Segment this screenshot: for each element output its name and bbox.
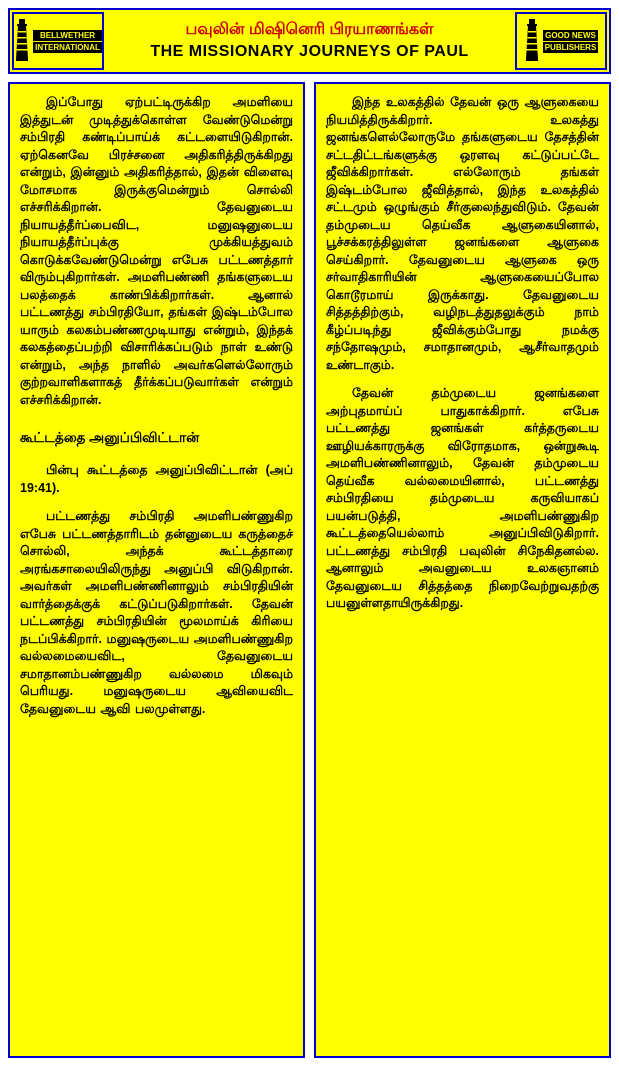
good-news-logo-text (543, 29, 599, 53)
left-column (8, 82, 305, 1058)
bellwether-logo-line1: BELLWETHER (33, 30, 102, 41)
paragraph: இப்போது ஏற்பட்டிருக்கிற அமளியை இத்துடன் முடித்துக்கொள்ள வேண்டுமென்று சம்பிரதி கண்டிப்பாய்க் கட்டளையிடுகிறான். ஏற்கெனவே பிரச்சனை அதிகரித்திருக்கிறது என்றும், இன்னும் அதிகரித்தால், இதன் விளைவு மோசமாக இருக்குமென்றும் சொல்லி எச்சரிக்கிறான். தேவனுடைய நியாயத்தீர்ப்பைவிட, மனுஷனுடைய நியாயத்தீர்ப்புக்கு முக்கியத்துவம் கொடுக்கவேண்டுமென்று எபேசு பட்டணத்தார் விரும்புகிறார்கள். அமளிபண்ணி தங்களுடைய பலத்தைக் காண்பிக்கிறார்கள். ஆனால் பட்டணத்து சம்பிரதியோ, தங்கள் இஷ்டம்போல யாரும் கலகம்பண்ணமுடியாது என்றும், இந்தக் கலகத்தைப்பற்றி விசாரிக்கப்படும் நாள் உண்டு என்றும், அந்த நாளில் அவர்களெல்லோரும் குற்றவாளிகளாகத் தீர்க்கப்படுவார்கள் என்றும் எச்சரிக்கிறான். (20, 95, 293, 407)
bellwether-logo-text (33, 29, 102, 53)
good-news-logo-line2: PUBLISHERS (544, 43, 597, 52)
bellwether-logo-line2: INTERNATIONAL (35, 43, 100, 52)
scripture-reference: பின்பு கூட்டத்தை அனுப்பிவிட்டான் (அப் 19:41). (20, 463, 293, 495)
good-news-publishers-logo (515, 12, 607, 70)
right-column (314, 82, 611, 1058)
paragraph: தேவன் தம்முடைய ஜனங்களை அற்புதமாய்ப் பாதுகாக்கிறார். எபேசு பட்டணத்து ஜனங்கள் கர்த்தருடைய ஊழியக்காரருக்கு விரோதமாக, ஒன்றுகூடி அமளிபண்ணினாலும், தேவன் தம்முடைய தெய்வீக வல்லமையினால், பட்டணத்து சம்பிரதியை தம்முடைய கருவியாகப் பயன்படுத்தி, அமளிபண்ணுகிற கூட்டத்தையெல்லாம் அனுப்பிவிடுகிறார். பட்டணத்து சம்பிரதி பவுலின் சிநேகிதனல்ல. ஆனாலும் அவனுடைய உலகஞானம் தேவனுடைய சித்தத்தை நிறைவேற்றுவதற்கு பயனுள்ளதாயிருக்கிறது. (326, 386, 599, 610)
document-header (8, 8, 611, 74)
page-title-english: THE MISSIONARY JOURNEYS OF PAUL (150, 43, 469, 60)
section-subheading: கூட்டத்தை அனுப்பிவிட்டான் (20, 430, 200, 445)
lighthouse-icon (14, 17, 30, 66)
good-news-logo-line1: GOOD NEWS (543, 30, 599, 41)
header-titles (106, 10, 513, 72)
page-title-tamil: பவுலின் மிஷினெரி பிரயாணங்கள் (185, 21, 434, 38)
paragraph: பட்டணத்து சம்பிரதி அமளிபண்ணுகிற எபேசு பட்டணத்தாரிடம் தன்னுடைய கருத்தைச் சொல்லி, அந்தக் கூட்டத்தாரை அரங்கசாலையிலிருந்து அனுப்பி விடுகிறான். அவர்கள் அமளிபண்ணினாலும் சம்பிரதியின் வார்த்தைக்குக் கட்டுப்படுகிறார்கள். தேவன் பட்டணத்து சம்பிரதியின் மூலமாய்க் கிரியை நடப்பிக்கிறார். மனுஷருடைய அமளிபண்ணுகிற வல்லமையைவிட, தேவனுடைய சமாதானம்பண்ணுகிற வல்லமை மிகவும் பெரியது. மனுஷருடைய ஆவியைவிட தேவனுடைய ஆவி பலமுள்ளது. (20, 509, 293, 716)
bellwether-international-logo (12, 12, 104, 70)
paragraph: இந்த உலகத்தில் தேவன் ஒரு ஆளுகையை நியமித்திருக்கிறார். உலகத்து ஜனங்களெல்லோருமே தங்களுடைய தேசத்தின் சட்டதிட்டங்களுக்கு ஒரளவு கட்டுப்பட்டே ஜீவிக்கிறார்கள். எல்லோரும் தங்கள் இஷ்டம்போல ஜீவித்தால், இந்த உலகத்தில் சட்டமும் ஒழுங்கும் சீர்குலைந்துவிடும். தேவன் தம்முடைய தெய்வீக ஆளுகையினால், பூச்சக்கரத்திலுள்ள ஜனங்களை ஆளுகை செய்கிறார். தேவனுடைய ஆளுகை ஒரு சர்வாதிகாரியின் ஆளுகையைப்போல கொடூரமாய் இருக்காது. தேவனுடைய சித்தத்திற்கும், வழிநடத்துதலுக்கும் நாம் கீழ்ப்படிந்து ஜீவிக்கும்போது நமக்கு சந்தோஷமும், சமாதானமும், ஆசீர்வாதமும் உண்டாகும். (326, 95, 599, 372)
document-body (8, 82, 611, 1058)
lighthouse-icon (524, 17, 540, 66)
